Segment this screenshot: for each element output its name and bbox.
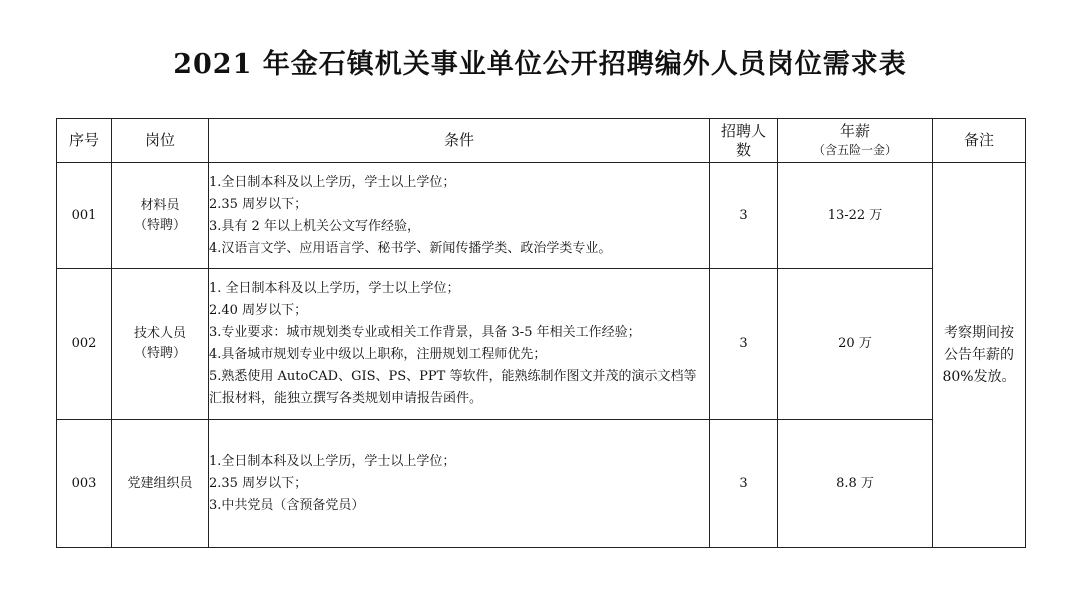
condition-line: 3.具有 2 年以上机关公文写作经验，	[209, 218, 420, 234]
header-salary-label: 年薪	[839, 121, 870, 140]
condition-line: 2.40 周岁以下；	[209, 303, 308, 318]
table-row	[57, 269, 1026, 420]
condition-line: 4.具备城市规划专业中级以上职称，注册规划工程师优先；	[209, 347, 547, 362]
job-requirements-table	[56, 118, 1026, 548]
row-seq: 003	[57, 420, 112, 548]
condition-line: 2.35 周岁以下；	[209, 475, 308, 491]
position-name: 材料员	[140, 197, 180, 213]
remark-line: 80%发放。	[942, 369, 1016, 385]
remark-line: 考察期间按	[944, 325, 1014, 341]
row-position	[112, 163, 209, 269]
position-type: （特聘）	[133, 346, 186, 361]
header-salary-note: （含五险一金）	[812, 142, 897, 157]
header-salary	[778, 119, 933, 163]
condition-line: 5.熟悉使用 AutoCAD、GIS、PS、PPT 等软件，能熟练制作图文并茂的演示文档等汇报材料，能独立撰写各类规划申请报告函件。	[209, 369, 697, 406]
remark-cell	[933, 163, 1026, 548]
header-count	[710, 119, 778, 163]
condition-line: 1. 全日制本科及以上学历，学士以上学位；	[209, 281, 460, 296]
row-seq: 002	[57, 269, 112, 420]
table-row	[57, 163, 1026, 269]
page-title: 2021 年金石镇机关事业单位公开招聘编外人员岗位需求表	[173, 49, 907, 80]
row-count: 3	[710, 269, 778, 420]
header-conditions: 条件	[209, 119, 710, 163]
header-remark: 备注	[933, 119, 1026, 163]
condition-line: 2.35 周岁以下；	[209, 196, 308, 212]
row-conditions	[209, 269, 710, 420]
row-count: 3	[710, 420, 778, 548]
row-salary: 13-22 万	[778, 163, 933, 269]
header-seq: 序号	[57, 119, 112, 163]
header-count-line1: 招聘人	[720, 121, 766, 140]
header-position: 岗位	[112, 119, 209, 163]
table-header-row	[57, 119, 1026, 163]
row-position	[112, 420, 209, 548]
row-seq: 001	[57, 163, 112, 269]
row-conditions	[209, 163, 710, 269]
row-salary: 20 万	[778, 269, 933, 420]
row-position	[112, 269, 209, 420]
position-name: 技术人员	[133, 326, 186, 341]
condition-line: 3.专业要求：城市规划类专业或相关工作背景，具备 3-5 年相关工作经验；	[209, 325, 641, 340]
condition-line: 3.中共党员（含预备党员）	[209, 497, 365, 513]
position-type: （特聘）	[133, 217, 186, 233]
condition-line: 1.全日制本科及以上学历，学士以上学位；	[209, 174, 456, 190]
remark-line: 公告年薪的	[944, 347, 1014, 363]
header-count-line2: 数	[735, 140, 751, 159]
row-count: 3	[710, 163, 778, 269]
position-name: 党建组织员	[127, 475, 193, 491]
table-row	[57, 420, 1026, 548]
condition-line: 4.汉语言文学、应用语言学、秘书学、新闻传播学类、政治学类专业。	[209, 240, 612, 256]
row-conditions	[209, 420, 710, 548]
row-salary: 8.8 万	[778, 420, 933, 548]
condition-line: 1.全日制本科及以上学历，学士以上学位；	[209, 453, 456, 469]
